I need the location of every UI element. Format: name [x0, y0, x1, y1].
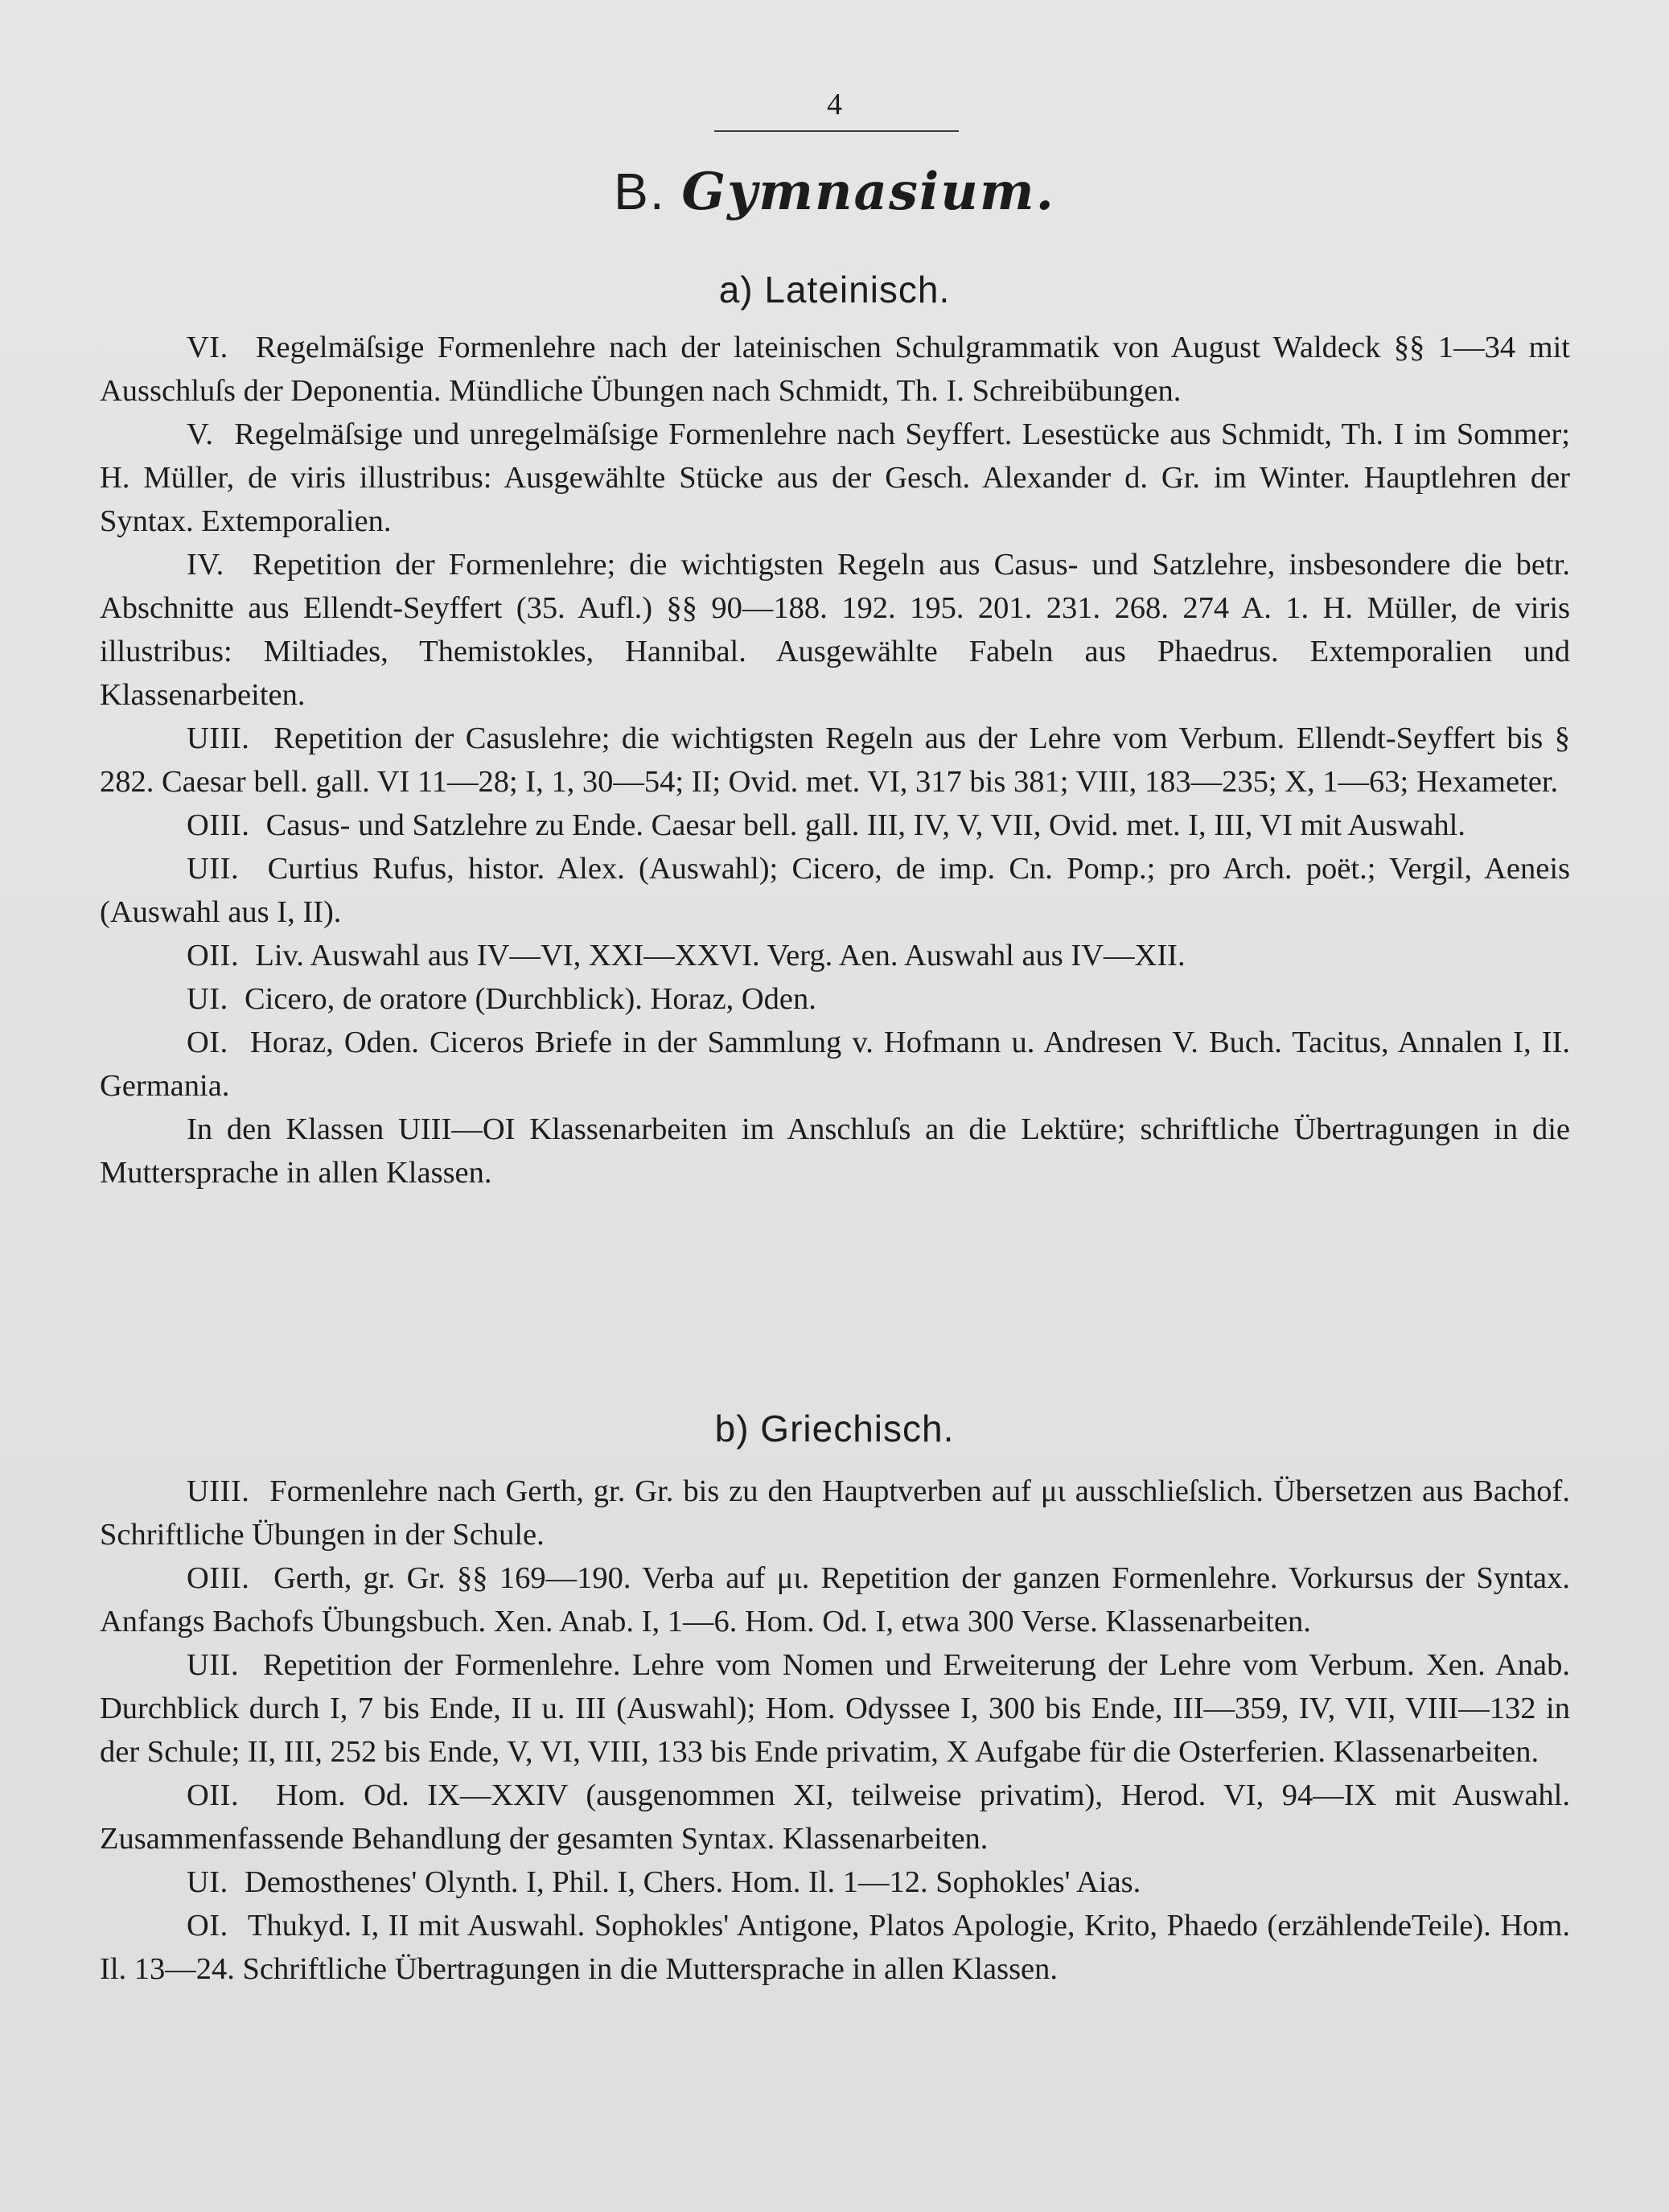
class-label: VI.: [187, 331, 228, 364]
entry-latin-oii: [100, 934, 1570, 977]
class-label: OII.: [187, 939, 240, 972]
entry-greek-ui: [100, 1860, 1570, 1904]
entry-text: Repetition der Casuslehre; die wichtigsten Regeln aus der Lehre vom Verbum. Ellendt-Seyffert bis § 282. Caesar bell. gall. VI 11—28; I, 1, 30—54; II; Ovid. met. VI, 317 bis 381; VIII, 183—235; X, 1—63; Hexameter.: [100, 722, 1570, 799]
entry-text: Liv. Auswahl aus IV—VI, XXI—XXVI. Verg. Aen. Auswahl aus IV—XII.: [255, 939, 1186, 972]
class-label: UI.: [187, 982, 228, 1016]
page-title-letter: B.: [614, 162, 666, 220]
entry-latin-ui: [100, 977, 1570, 1021]
class-label: V.: [187, 417, 214, 451]
entry-latin-v: [100, 413, 1570, 543]
entry-text: Curtius Rufus, histor. Alex. (Auswahl); Cicero, de imp. Cn. Pomp.; pro Arch. poët.; Vergil, Aeneis (Auswahl aus I, II).: [100, 852, 1570, 929]
entry-text: Formenlehre nach Gerth, gr. Gr. bis zu den Hauptverben auf μι ausschlieſslich. Übersetzen aus Bachof. Schriftliche Übungen in der Schule.: [100, 1474, 1571, 1552]
entry-latin-uiii: [100, 717, 1570, 804]
class-label: OI.: [187, 1026, 228, 1059]
entry-latin-note: [100, 1108, 1570, 1194]
section-heading-griechisch: b) Griechisch.: [714, 1408, 955, 1449]
entry-text: Repetition der Formenlehre; die wichtigsten Regeln aus Casus- und Satzlehre, insbesondere die betr. Abschnitte aus Ellendt-Seyffert (35. Aufl.) §§ 90—188. 192. 195. 201. 231. 268. 274 A. 1. H. Müller, de viris illustribus: Miltiades, Themistokles, Hannibal. Ausgewählte Fabeln aus Phaedrus. Extemporalien und Klassenarbeiten.: [100, 548, 1570, 712]
class-label: UIII.: [187, 722, 250, 755]
class-label: OIII.: [187, 808, 250, 842]
entry-text: Casus- und Satzlehre zu Ende. Caesar bell. gall. III, IV, V, VII, Ovid. met. I, III, VI mit Auswahl.: [265, 808, 1466, 842]
entry-greek-oii: [100, 1774, 1570, 1860]
class-label: UI.: [187, 1865, 228, 1899]
section-heading-lateinisch: a) Lateinisch.: [718, 269, 951, 310]
entry-text: Horaz, Oden. Ciceros Briefe in der Sammlung v. Hofmann u. Andresen V. Buch. Tacitus, Annalen I, II. Germania.: [100, 1026, 1570, 1103]
class-label: UII.: [187, 1648, 240, 1682]
page-title-word: Gymnasium.: [681, 162, 1055, 222]
page-number: 4: [827, 88, 842, 121]
class-label: UII.: [187, 852, 240, 886]
section-body-griechisch: [100, 1470, 1570, 1991]
entry-text: Hom. Od. IX—XXIV (ausgenommen XI, teilweise privatim), Herod. VI, 94—IX mit Auswahl. Zusammenfassende Behandlung der gesamten Syntax. Klassenarbeiten.: [100, 1778, 1571, 1856]
page-number-rule: [714, 130, 959, 132]
entry-greek-oi: [100, 1904, 1570, 1991]
section-body-lateinisch: [100, 326, 1570, 1194]
class-label: OII.: [187, 1778, 240, 1812]
entry-text: Cicero, de oratore (Durchblick). Horaz, Oden.: [245, 982, 816, 1016]
entry-greek-uiii: [100, 1470, 1570, 1556]
entry-latin-vi: [100, 326, 1570, 413]
entry-latin-iv: [100, 543, 1570, 717]
page-title: [0, 159, 1669, 224]
entry-text: Gerth, gr. Gr. §§ 169—190. Verba auf μι. Repetition der ganzen Formenlehre. Vorkursus der Syntax. Anfangs Bachofs Übungsbuch. Xen. Anab. I, 1—6. Hom. Od. I, etwa 300 Verse. Klassenarbeiten.: [100, 1561, 1570, 1638]
entry-greek-oiii: [100, 1556, 1570, 1643]
entry-text: Regelmäſsige Formenlehre nach der lateinischen Schulgrammatik von August Waldeck §§ 1—34 mit Ausschluſs der Deponentia. Mündliche Übungen nach Schmidt, Th. I. Schreibübungen.: [100, 331, 1571, 408]
class-label: OI.: [187, 1909, 228, 1943]
entry-text: Thukyd. I, II mit Auswahl. Sophokles' Antigone, Platos Apologie, Krito, Phaedo (erzählendeTeile). Hom. Il. 13—24. Schriftliche Übertragungen in die Muttersprache in allen Klassen.: [100, 1909, 1570, 1986]
class-label: OIII.: [187, 1561, 250, 1595]
entry-latin-oi: [100, 1021, 1570, 1108]
entry-text: Demosthenes' Olynth. I, Phil. I, Chers. Hom. Il. 1—12. Sophokles' Aias.: [245, 1865, 1141, 1899]
entry-text: In den Klassen UIII—OI Klassenarbeiten im Anschluſs an die Lektüre; schriftliche Übertragungen in die Muttersprache in allen Klassen.: [100, 1112, 1570, 1190]
entry-text: Repetition der Formenlehre. Lehre vom Nomen und Erweiterung der Lehre vom Verbum. Xen. Anab. Durchblick durch I, 7 bis Ende, II u. III (Auswahl); Hom. Odyssee I, 300 bis Ende, III—359, IV, VII, VIII—132 in der Schule; II, III, 252 bis Ende, V, VI, VIII, 133 bis Ende privatim, X Aufgabe für die Osterferien. Klassenarbeiten.: [100, 1648, 1570, 1769]
entry-text: Regelmäſsige und unregelmäſsige Formenlehre nach Seyffert. Lesestücke aus Schmidt, Th. I im Sommer; H. Müller, de viris illustribus: Ausgewählte Stücke aus der Gesch. Alexander d. Gr. im Winter. Hauptlehren der Syntax. Extemporalien.: [100, 417, 1570, 538]
entry-greek-uii: [100, 1643, 1570, 1774]
entry-latin-uii: [100, 847, 1570, 934]
class-label: UIII.: [187, 1474, 250, 1508]
class-label: IV.: [187, 548, 224, 582]
entry-latin-oiii: [100, 804, 1570, 847]
